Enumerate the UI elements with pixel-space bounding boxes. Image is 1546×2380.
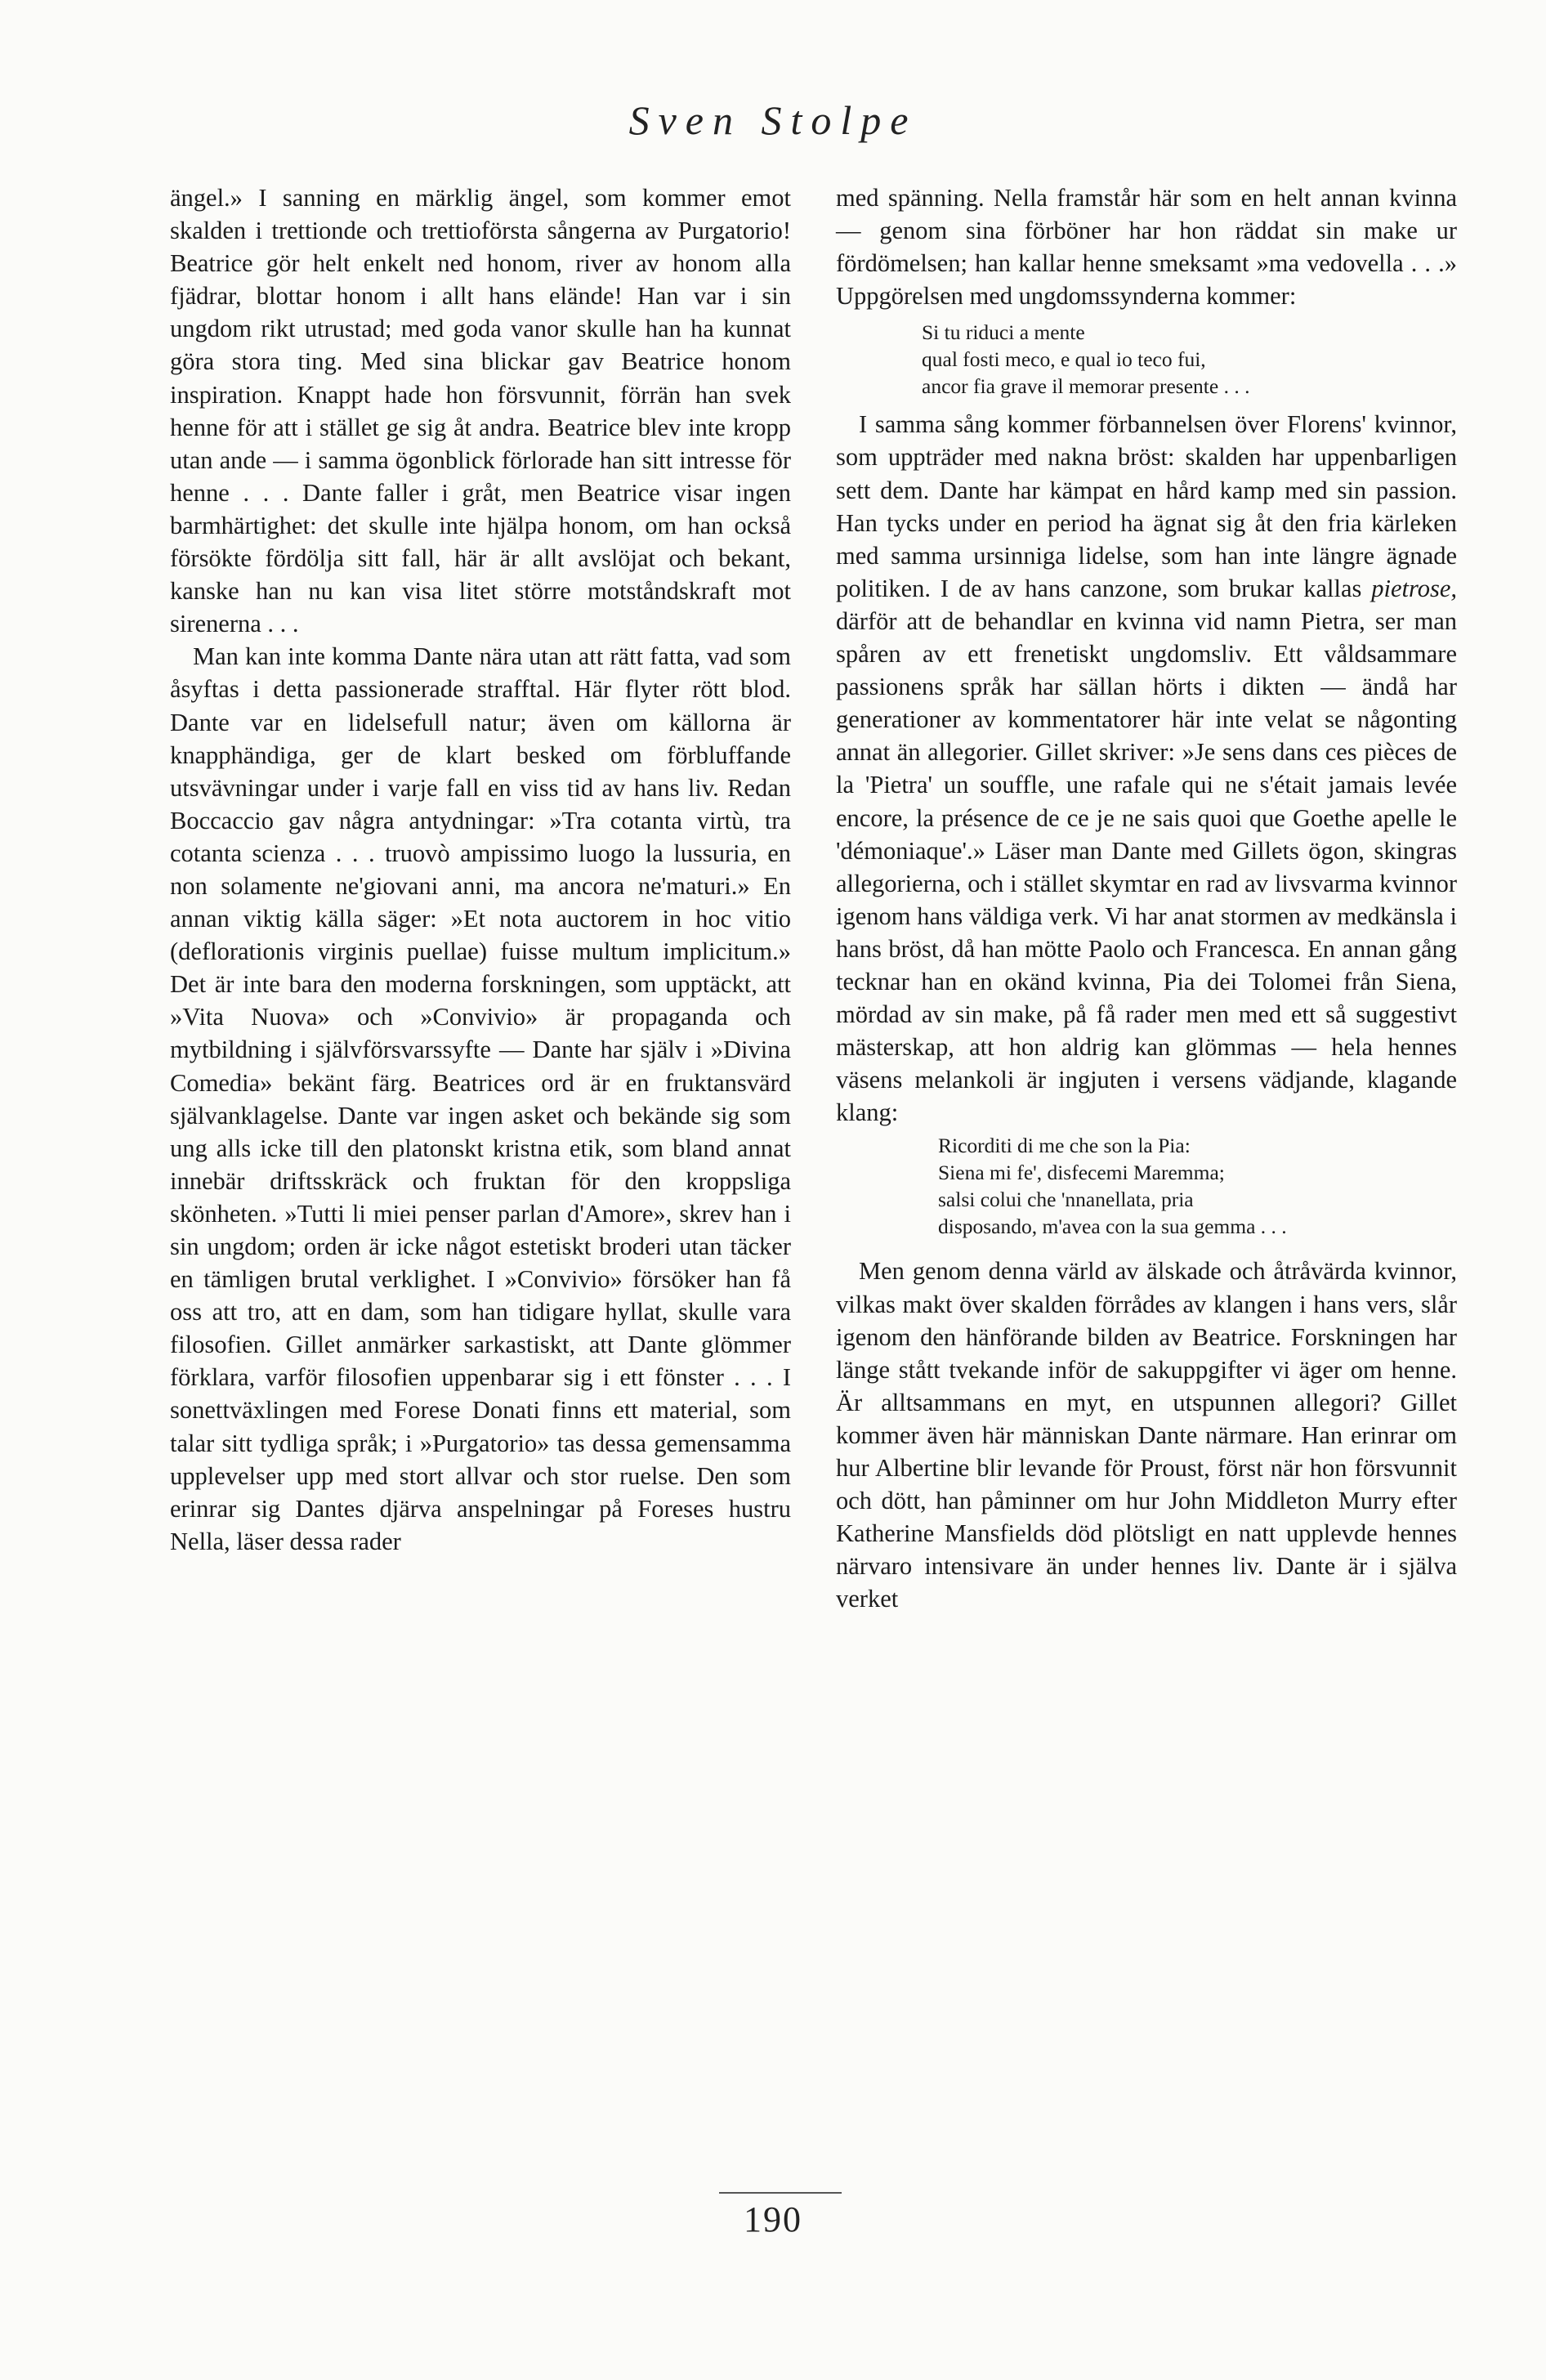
- page-number: 190: [744, 2199, 802, 2239]
- verse-line: Si tu riduci a mente: [922, 320, 1085, 345]
- verse-line: salsi colui che 'nnanellata, pria: [938, 1188, 1194, 1212]
- running-head: Sven Stolpe: [628, 97, 918, 143]
- verse-line: Ricorditi di me che son la Pia:: [938, 1134, 1191, 1158]
- paragraph-right-2: [836, 408, 1457, 1129]
- right-column: [836, 181, 1457, 1615]
- left-column: [170, 181, 791, 1558]
- text-run: därför att de behandlar en kvinna vid namn Pietra, ser man spåren av ett frenetiskt ungdomsliv. Ett våldsammare passionens språk har sällan hörts i dikten — ändå har generationer av kommentatorer här inte velat se någonting annat än allegorier. Gillet skriver: »Je sens dans ces pièces de la 'Pietra' un souffle, une rafale qui ne s'était jamais levée encore, la présence de ce je ne sais quoi que Goethe apelle le 'démoniaque'.» Läser man Dante med Gillets ögon, skingras allegorierna, och i stället skymtar en rad av livsvarma kvinnor igenom hans väldiga verk. Vi har anat stormen av medkänsla i hans bröst, då han mötte Paolo och Francesca. En annan gång tecknar han en okänd kvinna, Pia dei Tolomei från Siena, mördad av sin make, på få rader men med ett så suggestivt mästerskap, att hon aldrig kan glömmas — hela hennes väsens melankoli är ingjuten i versens vädjande, klagande klang:: [836, 606, 1457, 1127]
- folio-rule: [719, 2192, 842, 2194]
- verse-quote-1: [922, 319, 1457, 400]
- italic-term: pietrose,: [1371, 574, 1457, 602]
- paragraph-2: Man kan inte komma Dante nära utan att rätt fatta, vad som åsyftas i detta passionerade strafftal. Här flyter rött blod. Dante var en lidelsefull natur; även om källorna är knapphändiga, ger de klart besked om förbluffande utsvävningar under i varje fall en viss tid av hans liv. Redan Boccaccio gav några antydningar: »Tra cotanta virtù, tra cotanta scienza . . . truovò ampissimo luogo la lussuria, en non solamente ne'giovani anni, ma ancora ne'maturi.» En annan viktig källa säger: »Et nota auctorem in hoc vitio (deflorationis virginis puellae) fuisse multum implicitum.» Det är inte bara den moderna forskningen, som upptäckt, att »Vita Nuova» och »Convivio» är propaganda och mytbildning i självförsvarssyfte — Dante har själv i »Divina Comedia» bekänt färg. Beatrices ord är en fruktansvärd självanklagelse. Dante var ingen asket och bekände sig som ung alls icke till den platonskt kristna etik, som bland annat innebär driftsskräck och fruktan för den kroppsliga skönheten. »Tutti li miei penser parlan d'Amore», skrev han i sin ungdom; orden är icke något estetiskt broderi utan täcker en tämligen brutal verklighet. I »Convivio» försöker han få oss att tro, att en dam, som han tidigare hyllat, skulle vara filosofien. Gillet anmärker sarkastiskt, att Dante glömmer förklara, varför filosofien uppenbarar sig i ett fönster . . . I sonettväxlingen med Forese Donati finns ett material, som talar sitt tydliga språk; i »Purgatorio» tas dessa gemensamma upplevelser upp med stort allvar och stor ruelse. Den som erinrar sig Dantes djärva anspelningar på Foreses hustru Nella, läser dessa rader: [170, 642, 791, 1555]
- verse-line: Siena mi fe', disfecemi Maremma;: [938, 1161, 1225, 1185]
- text-run: I samma sång kommer förbannelsen över Florens' kvinnor, som uppträder med nakna bröst: skalden har uppenbarligen sett dem. Dante har kämpat en hård kamp med sin passion. Han tycks under en period ha ägnat sig åt den fria kärleken med samma ursinniga lidelse, som han inte längre ägnade politiken. I de av hans canzone, som brukar kallas: [836, 410, 1457, 602]
- paragraph-right-3: Men genom denna värld av älskade och åtråvärda kvinnor, vilkas makt över skalden förrådes av klangen i hans vers, slår igenom den hänförande bilden av Beatrice. Forskningen har länge stått tvekande inför de sakuppgifter vi äger om henne. Är alltsammans en myt, en utspunnen allegori? Gillet kommer även här människan Dante närmare. Han erinrar om hur Albertine blir levande för Proust, först när hon försvunnit och dött, han påminner om hur John Middleton Murry efter Katherine Mansfields död plötsligt en natt upplevde hennes närvaro intensivare än under hennes liv. Dante är i själva verket: [836, 1257, 1457, 1613]
- paragraph-1: ängel.» I sanning en märklig ängel, som kommer emot skalden i trettionde och trettioförsta sångerna av Purgatorio! Beatrice gör helt enkelt ned honom, river av honom alla fjädrar, blottar honom i allt hans elände! Han var i sin ungdom rikt utrustad; med goda vanor skulle han ha kunnat göra stora ting. Med sina blickar gav Beatrice honom inspiration. Knappt hade hon försvunnit, förrän han svek henne för att i stället ge sig åt andra. Beatrice blev inte kropp utan ande — i samma ögonblick förlorade han sitt intresse för henne . . . Dante faller i gråt, men Beatrice visar ingen barmhärtighet: det skulle inte hjälpa honom, om han också försökte fördölja sitt fall, här är allt avslöjat och bekant, kanske han nu kan visa litet större motståndskraft mot sirenerna . . .: [170, 184, 791, 638]
- verse-line: ancor fia grave il memorar presente . . .: [922, 374, 1250, 399]
- paragraph-right-intro: med spänning. Nella framstår här som en helt annan kvinna — genom sina förböner har hon räddat sin make ur fördömelsen; han kallar henne smeksamt »ma vedovella . . .» Uppgörelsen med ungdomssynderna kommer:: [836, 184, 1457, 311]
- verse-line: qual fosti meco, e qual io teco fui,: [922, 347, 1206, 372]
- verse-quote-2: [938, 1132, 1457, 1240]
- verse-line: disposando, m'avea con la sua gemma . . .: [938, 1215, 1287, 1239]
